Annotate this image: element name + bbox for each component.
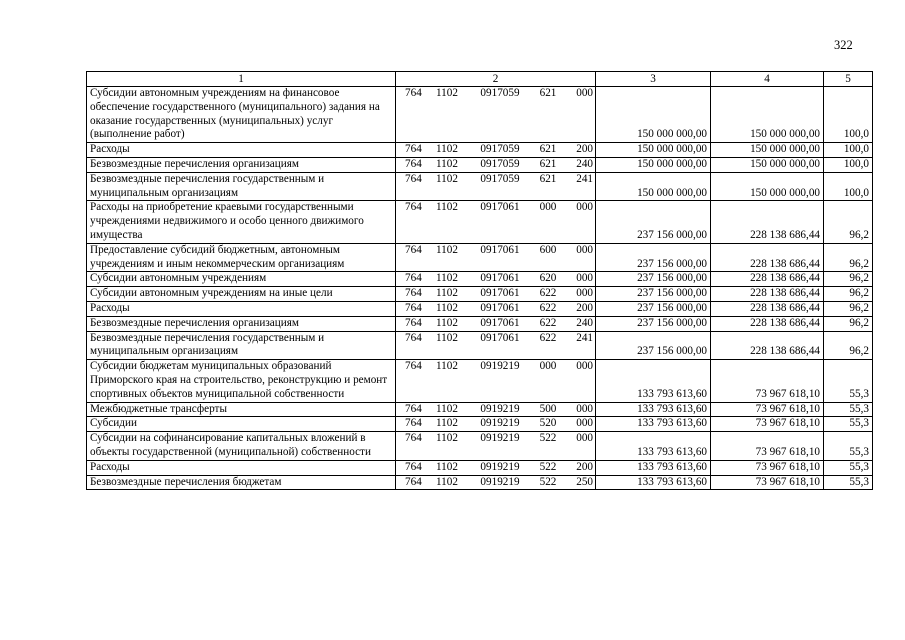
budget-code: 0919219 bbox=[480, 460, 520, 473]
budget-code: 764 bbox=[405, 201, 422, 214]
budget-code: 1102 bbox=[436, 287, 458, 300]
page-number: 322 bbox=[834, 38, 853, 52]
execution-percent: 96,2 bbox=[824, 331, 873, 360]
budget-code: 000 bbox=[576, 432, 593, 445]
table-row bbox=[87, 460, 873, 475]
planned-amount: 237 156 000,00 bbox=[596, 272, 711, 287]
actual-amount: 228 138 686,44 bbox=[711, 287, 824, 302]
budget-code: 1102 bbox=[436, 460, 458, 473]
budget-code: 621 bbox=[539, 143, 557, 156]
budget-code: 764 bbox=[405, 360, 422, 373]
row-name: Субсидии автономным учреждениям на финансовое обеспечение государственного (муниципального) задания на оказание государственных (муниципальных) услуг (выполнение работ) bbox=[87, 87, 396, 143]
execution-percent: 96,2 bbox=[824, 287, 873, 302]
actual-amount: 73 967 618,10 bbox=[711, 475, 824, 490]
planned-amount: 237 156 000,00 bbox=[596, 316, 711, 331]
budget-code: 1102 bbox=[436, 417, 458, 430]
execution-percent: 100,0 bbox=[824, 87, 873, 143]
planned-amount: 237 156 000,00 bbox=[596, 287, 711, 302]
row-codes bbox=[396, 172, 596, 201]
budget-code: 1102 bbox=[436, 172, 458, 185]
row-codes bbox=[396, 360, 596, 402]
budget-code: 1102 bbox=[436, 143, 458, 156]
budget-code: 600 bbox=[539, 243, 557, 256]
budget-code: 764 bbox=[405, 432, 422, 445]
execution-percent: 55,3 bbox=[824, 460, 873, 475]
budget-code: 000 bbox=[576, 417, 593, 430]
budget-code: 241 bbox=[576, 172, 593, 185]
execution-percent: 55,3 bbox=[824, 402, 873, 417]
table-row bbox=[87, 87, 873, 143]
budget-code: 200 bbox=[576, 301, 593, 314]
column-header: 1 bbox=[87, 72, 396, 87]
budget-code: 200 bbox=[576, 143, 593, 156]
execution-percent: 55,3 bbox=[824, 432, 873, 461]
planned-amount: 237 156 000,00 bbox=[596, 331, 711, 360]
budget-code: 522 bbox=[539, 460, 557, 473]
table-row bbox=[87, 143, 873, 158]
budget-code: 764 bbox=[405, 417, 422, 430]
execution-percent: 55,3 bbox=[824, 417, 873, 432]
budget-code: 764 bbox=[405, 460, 422, 473]
budget-code: 000 bbox=[576, 402, 593, 415]
budget-code: 0919219 bbox=[480, 432, 520, 445]
budget-code: 000 bbox=[576, 87, 593, 99]
budget-code: 000 bbox=[576, 243, 593, 256]
budget-code: 1102 bbox=[436, 157, 458, 170]
actual-amount: 228 138 686,44 bbox=[711, 301, 824, 316]
planned-amount: 133 793 613,60 bbox=[596, 460, 711, 475]
row-name: Расходы bbox=[87, 460, 396, 475]
row-codes bbox=[396, 201, 596, 243]
table-row bbox=[87, 243, 873, 272]
table-row bbox=[87, 287, 873, 302]
budget-code: 240 bbox=[576, 316, 593, 329]
row-codes bbox=[396, 331, 596, 360]
budget-code: 000 bbox=[539, 360, 557, 373]
budget-code: 622 bbox=[539, 316, 557, 329]
row-name: Расходы на приобретение краевыми государственными учреждениями недвижимого и особо ценного движимого имущества bbox=[87, 201, 396, 243]
row-codes bbox=[396, 87, 596, 143]
budget-code: 764 bbox=[405, 157, 422, 170]
actual-amount: 150 000 000,00 bbox=[711, 87, 824, 143]
row-name: Безвозмездные перечисления организациям bbox=[87, 316, 396, 331]
actual-amount: 228 138 686,44 bbox=[711, 316, 824, 331]
budget-code: 1102 bbox=[436, 243, 458, 256]
row-name: Межбюджетные трансферты bbox=[87, 402, 396, 417]
budget-code: 0917059 bbox=[480, 87, 520, 99]
table-row bbox=[87, 316, 873, 331]
budget-code: 240 bbox=[576, 157, 593, 170]
execution-percent: 96,2 bbox=[824, 201, 873, 243]
actual-amount: 150 000 000,00 bbox=[711, 172, 824, 201]
row-name: Расходы bbox=[87, 301, 396, 316]
actual-amount: 150 000 000,00 bbox=[711, 157, 824, 172]
budget-code: 000 bbox=[576, 201, 593, 214]
budget-code: 520 bbox=[539, 417, 557, 430]
budget-code: 764 bbox=[405, 172, 422, 185]
budget-code: 0917061 bbox=[480, 287, 520, 300]
budget-code: 241 bbox=[576, 331, 593, 344]
execution-percent: 55,3 bbox=[824, 475, 873, 490]
execution-percent: 96,2 bbox=[824, 301, 873, 316]
table-row bbox=[87, 172, 873, 201]
actual-amount: 228 138 686,44 bbox=[711, 243, 824, 272]
row-codes bbox=[396, 432, 596, 461]
budget-code: 1102 bbox=[436, 272, 458, 285]
planned-amount: 237 156 000,00 bbox=[596, 243, 711, 272]
budget-code: 1102 bbox=[436, 432, 458, 445]
budget-code: 1102 bbox=[436, 87, 458, 99]
row-codes bbox=[396, 287, 596, 302]
actual-amount: 73 967 618,10 bbox=[711, 417, 824, 432]
budget-code: 522 bbox=[539, 475, 557, 488]
column-header: 2 bbox=[396, 72, 596, 87]
row-name: Безвозмездные перечисления государственным и муниципальным организациям bbox=[87, 331, 396, 360]
row-name: Расходы bbox=[87, 143, 396, 158]
budget-code: 1102 bbox=[436, 316, 458, 329]
budget-code: 0917061 bbox=[480, 201, 520, 214]
budget-code: 764 bbox=[405, 316, 422, 329]
budget-code: 622 bbox=[539, 331, 557, 344]
column-header: 3 bbox=[596, 72, 711, 87]
execution-percent: 96,2 bbox=[824, 316, 873, 331]
execution-percent: 100,0 bbox=[824, 172, 873, 201]
table-row bbox=[87, 201, 873, 243]
row-name: Безвозмездные перечисления бюджетам bbox=[87, 475, 396, 490]
table-row bbox=[87, 475, 873, 490]
row-codes bbox=[396, 475, 596, 490]
row-name: Субсидии автономным учреждениям bbox=[87, 272, 396, 287]
execution-percent: 100,0 bbox=[824, 157, 873, 172]
actual-amount: 150 000 000,00 bbox=[711, 143, 824, 158]
budget-code: 1102 bbox=[436, 201, 458, 214]
planned-amount: 133 793 613,60 bbox=[596, 417, 711, 432]
execution-percent: 96,2 bbox=[824, 243, 873, 272]
budget-code: 0917061 bbox=[480, 272, 520, 285]
planned-amount: 150 000 000,00 bbox=[596, 143, 711, 158]
planned-amount: 150 000 000,00 bbox=[596, 172, 711, 201]
row-codes bbox=[396, 243, 596, 272]
budget-code: 0919219 bbox=[480, 402, 520, 415]
row-codes bbox=[396, 316, 596, 331]
budget-code: 764 bbox=[405, 402, 422, 415]
budget-table bbox=[86, 71, 873, 490]
budget-code: 0917061 bbox=[480, 331, 520, 344]
table-row bbox=[87, 301, 873, 316]
actual-amount: 73 967 618,10 bbox=[711, 460, 824, 475]
budget-code: 0917059 bbox=[480, 157, 520, 170]
budget-code: 0917061 bbox=[480, 243, 520, 256]
planned-amount: 133 793 613,60 bbox=[596, 432, 711, 461]
budget-code: 764 bbox=[405, 143, 422, 156]
row-codes bbox=[396, 417, 596, 432]
planned-amount: 150 000 000,00 bbox=[596, 157, 711, 172]
row-codes bbox=[396, 272, 596, 287]
planned-amount: 133 793 613,60 bbox=[596, 360, 711, 402]
actual-amount: 228 138 686,44 bbox=[711, 272, 824, 287]
budget-code: 764 bbox=[405, 331, 422, 344]
budget-code: 000 bbox=[576, 287, 593, 300]
planned-amount: 237 156 000,00 bbox=[596, 301, 711, 316]
row-name: Безвозмездные перечисления государственным и муниципальным организациям bbox=[87, 172, 396, 201]
budget-code: 764 bbox=[405, 243, 422, 256]
budget-code: 764 bbox=[405, 301, 422, 314]
table-row bbox=[87, 432, 873, 461]
budget-code: 764 bbox=[405, 87, 422, 99]
budget-code: 000 bbox=[576, 360, 593, 373]
budget-code: 522 bbox=[539, 432, 557, 445]
budget-code: 0917061 bbox=[480, 316, 520, 329]
planned-amount: 133 793 613,60 bbox=[596, 402, 711, 417]
budget-code: 622 bbox=[539, 301, 557, 314]
execution-percent: 96,2 bbox=[824, 272, 873, 287]
table-row bbox=[87, 360, 873, 402]
budget-code: 200 bbox=[576, 460, 593, 473]
budget-code: 764 bbox=[405, 475, 422, 488]
planned-amount: 237 156 000,00 bbox=[596, 201, 711, 243]
budget-code: 1102 bbox=[436, 301, 458, 314]
table-row bbox=[87, 157, 873, 172]
budget-code: 1102 bbox=[436, 331, 458, 344]
budget-code: 620 bbox=[539, 272, 557, 285]
row-codes bbox=[396, 402, 596, 417]
row-codes bbox=[396, 460, 596, 475]
row-name: Предоставление субсидий бюджетным, автономным учреждениям и иным некоммерческим организациям bbox=[87, 243, 396, 272]
row-name: Безвозмездные перечисления организациям bbox=[87, 157, 396, 172]
actual-amount: 228 138 686,44 bbox=[711, 201, 824, 243]
column-header: 5 bbox=[824, 72, 873, 87]
budget-code: 0917059 bbox=[480, 172, 520, 185]
table-row bbox=[87, 331, 873, 360]
budget-code: 764 bbox=[405, 287, 422, 300]
actual-amount: 228 138 686,44 bbox=[711, 331, 824, 360]
table-header-row bbox=[87, 72, 873, 87]
planned-amount: 150 000 000,00 bbox=[596, 87, 711, 143]
row-name: Субсидии автономным учреждениям на иные цели bbox=[87, 287, 396, 302]
column-header: 4 bbox=[711, 72, 824, 87]
budget-code: 1102 bbox=[436, 402, 458, 415]
budget-code: 621 bbox=[539, 157, 557, 170]
row-name: Субсидии бюджетам муниципальных образований Приморского края на строительство, реконструкцию и ремонт спортивных объектов муниципальной собственности bbox=[87, 360, 396, 402]
row-codes bbox=[396, 143, 596, 158]
actual-amount: 73 967 618,10 bbox=[711, 432, 824, 461]
budget-code: 1102 bbox=[436, 360, 458, 373]
row-codes bbox=[396, 301, 596, 316]
table-row bbox=[87, 417, 873, 432]
budget-code: 0917061 bbox=[480, 301, 520, 314]
budget-code: 1102 bbox=[436, 475, 458, 488]
budget-code: 000 bbox=[576, 272, 593, 285]
budget-code: 0919219 bbox=[480, 417, 520, 430]
execution-percent: 100,0 bbox=[824, 143, 873, 158]
table-row bbox=[87, 272, 873, 287]
budget-code: 622 bbox=[539, 287, 557, 300]
actual-amount: 73 967 618,10 bbox=[711, 360, 824, 402]
budget-code: 500 bbox=[539, 402, 557, 415]
budget-code: 621 bbox=[539, 87, 557, 99]
planned-amount: 133 793 613,60 bbox=[596, 475, 711, 490]
table-body bbox=[87, 87, 873, 490]
row-name: Субсидии на софинансирование капитальных вложений в объекты государственной (муниципальной) собственности bbox=[87, 432, 396, 461]
budget-code: 0917059 bbox=[480, 143, 520, 156]
budget-code: 000 bbox=[539, 201, 557, 214]
budget-code: 0919219 bbox=[480, 360, 520, 373]
row-codes bbox=[396, 157, 596, 172]
budget-code: 621 bbox=[539, 172, 557, 185]
budget-code: 764 bbox=[405, 272, 422, 285]
budget-code: 250 bbox=[576, 475, 593, 488]
budget-code: 0919219 bbox=[480, 475, 520, 488]
execution-percent: 55,3 bbox=[824, 360, 873, 402]
actual-amount: 73 967 618,10 bbox=[711, 402, 824, 417]
row-name: Субсидии bbox=[87, 417, 396, 432]
table-row bbox=[87, 402, 873, 417]
